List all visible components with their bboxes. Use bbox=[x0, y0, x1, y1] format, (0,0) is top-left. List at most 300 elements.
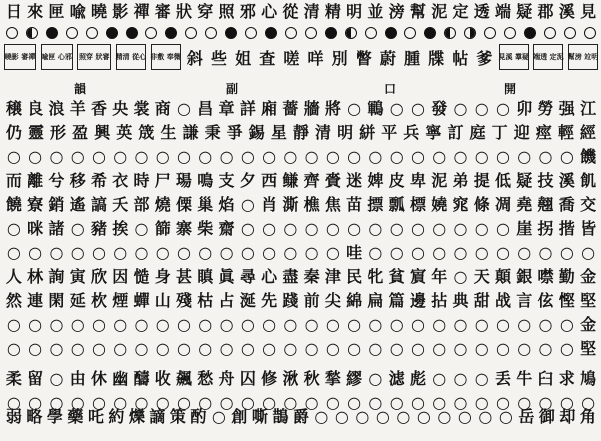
empty-circle-cell: ○ bbox=[177, 315, 191, 334]
empty-circle-cell: ○ bbox=[368, 393, 383, 412]
empty-circle-cell: ○ bbox=[453, 243, 468, 262]
empty-circle-cell: ○ bbox=[517, 393, 532, 412]
empty-circle-cell: ○ bbox=[177, 393, 191, 412]
char-cell: 羊 bbox=[69, 99, 86, 118]
char-cell: 金 bbox=[580, 267, 597, 286]
char-cell: 伭 bbox=[537, 291, 554, 310]
empty-circle-cell: ○ bbox=[432, 243, 447, 262]
char-cell: 庭 bbox=[469, 123, 486, 142]
char-cell: 移 bbox=[69, 171, 86, 190]
empty-circle-cell: ○ bbox=[198, 393, 213, 412]
char-cell: 民 bbox=[346, 267, 363, 286]
empty-circle-cell: ○ bbox=[581, 393, 596, 412]
empty-circle-cell: ○ bbox=[474, 315, 489, 334]
empty-circle-cell: ○ bbox=[177, 243, 191, 262]
char-cell: 薔 bbox=[282, 99, 299, 118]
empty-circle-cell: ○ bbox=[474, 99, 489, 118]
table-row bbox=[4, 292, 598, 310]
char-cell: 經 bbox=[579, 123, 596, 142]
empty-circle-cell: ○ bbox=[304, 393, 319, 412]
empty-circle-cell: ○ bbox=[496, 99, 510, 118]
table-row bbox=[4, 268, 598, 286]
header-char: 咩 bbox=[307, 48, 324, 68]
char-cell: 詳 bbox=[239, 99, 256, 118]
char-cell: 時 bbox=[133, 171, 150, 190]
phase-circle-icon bbox=[66, 27, 78, 39]
char-cell: 條 bbox=[473, 195, 490, 214]
char-cell: 泥 bbox=[431, 171, 448, 190]
empty-circle-cell: ○ bbox=[432, 219, 447, 238]
empty-circle-cell: ○ bbox=[91, 147, 106, 166]
empty-circle-cell: ○ bbox=[262, 147, 277, 166]
empty-circle-cell: ○ bbox=[283, 219, 298, 238]
char-cell: 幽 bbox=[112, 369, 129, 388]
char-cell: 堅 bbox=[580, 291, 597, 310]
char-cell: 卑 bbox=[409, 171, 426, 190]
empty-circle-cell: ○ bbox=[437, 407, 452, 426]
char-cell: 御 bbox=[538, 407, 555, 426]
phase-circle-icon bbox=[265, 27, 277, 39]
empty-circle-cell: ○ bbox=[538, 315, 553, 334]
char-cell: 星 bbox=[270, 123, 287, 142]
char-cell: 照 bbox=[218, 2, 235, 21]
header-char: 腫 bbox=[403, 48, 420, 68]
char-cell: 發 bbox=[431, 99, 448, 118]
char-cell: 夭 bbox=[112, 195, 129, 214]
empty-circle-cell: ○ bbox=[134, 147, 149, 166]
phase-circle-icon bbox=[285, 27, 297, 39]
char-cell: 欣 bbox=[90, 267, 107, 286]
char-cell: 喬 bbox=[558, 195, 575, 214]
phase-circle-icon bbox=[145, 27, 157, 39]
char-cell: 商 bbox=[154, 99, 171, 118]
empty-circle-cell: ○ bbox=[262, 339, 277, 358]
header-char: 爹 bbox=[476, 48, 493, 68]
phase-circle-icon bbox=[225, 27, 237, 39]
char-cell: 休 bbox=[90, 369, 107, 388]
table-row bbox=[4, 3, 598, 21]
header-char: 査 bbox=[259, 48, 276, 68]
phase-circle-icon bbox=[365, 27, 377, 39]
header-char: 帖 bbox=[452, 48, 469, 68]
initial-group-box: 見溪 羣疑 bbox=[499, 44, 529, 70]
empty-circle-cell: ○ bbox=[6, 243, 21, 262]
char-cell: 津 bbox=[324, 267, 341, 286]
char-cell: 精 bbox=[324, 2, 341, 21]
initial-group-box: 非敷 奉微 bbox=[151, 44, 181, 70]
header-char: 些 bbox=[210, 48, 227, 68]
char-cell: 战 bbox=[495, 291, 512, 310]
empty-circle-cell: ○ bbox=[211, 407, 226, 426]
char-cell: 先 bbox=[261, 291, 278, 310]
table-row bbox=[4, 220, 598, 238]
char-cell: 綿 bbox=[346, 291, 363, 310]
empty-circle-cell: ○ bbox=[6, 219, 21, 238]
char-cell: 前 bbox=[303, 291, 320, 310]
char-cell: 見 bbox=[580, 2, 597, 21]
empty-circle-cell: ○ bbox=[155, 393, 170, 412]
empty-circle-cell: ○ bbox=[368, 315, 383, 334]
char-cell: 言 bbox=[516, 291, 533, 310]
empty-circle-cell: ○ bbox=[28, 339, 43, 358]
empty-circle-cell: ○ bbox=[113, 315, 128, 334]
char-cell: 滂 bbox=[388, 2, 405, 21]
char-cell: 飆 bbox=[176, 369, 193, 388]
char-cell: 巢 bbox=[197, 195, 214, 214]
empty-circle-cell: ○ bbox=[49, 147, 64, 166]
char-cell: 篩 bbox=[154, 219, 171, 238]
empty-circle-cell: ○ bbox=[49, 243, 64, 262]
char-cell: 哇 bbox=[346, 243, 363, 262]
empty-circle-cell: ○ bbox=[240, 393, 255, 412]
section-label: 開 bbox=[504, 82, 517, 96]
empty-circle-cell: ○ bbox=[368, 219, 383, 238]
char-cell: 然 bbox=[5, 291, 22, 310]
char-cell: 揩 bbox=[558, 219, 575, 238]
char-cell: 西 bbox=[261, 171, 278, 190]
char-cell: 勤 bbox=[558, 267, 575, 286]
empty-circle-cell: ○ bbox=[325, 147, 340, 166]
empty-circle-cell: ○ bbox=[389, 339, 404, 358]
empty-circle-cell: ○ bbox=[70, 219, 85, 238]
char-cell: 醻 bbox=[133, 369, 150, 388]
empty-circle-cell: ○ bbox=[410, 393, 425, 412]
char-cell: 貧 bbox=[388, 267, 405, 286]
char-cell: 略 bbox=[26, 407, 43, 426]
char-cell: 裳 bbox=[133, 99, 150, 118]
char-cell: 交 bbox=[580, 195, 597, 214]
char-cell: 寧 bbox=[425, 123, 442, 142]
empty-circle-cell: ○ bbox=[375, 407, 390, 426]
empty-circle-cell: ○ bbox=[28, 147, 43, 166]
char-cell: 訂 bbox=[447, 123, 464, 142]
char-cell: 煙 bbox=[112, 291, 129, 310]
char-cell: 堯 bbox=[516, 195, 533, 214]
empty-circle-cell: ○ bbox=[283, 147, 298, 166]
char-cell: 賫 bbox=[324, 171, 341, 190]
phase-circle-icon bbox=[185, 27, 197, 39]
char-cell: 筬 bbox=[138, 123, 155, 142]
char-cell: 學 bbox=[46, 407, 63, 426]
char-cell: 邊 bbox=[409, 291, 426, 310]
header-char: 斜 bbox=[186, 48, 203, 68]
table-row bbox=[4, 196, 598, 214]
empty-circle-cell: ○ bbox=[559, 243, 574, 262]
char-cell: 揫 bbox=[324, 369, 341, 388]
empty-circle-cell: ○ bbox=[240, 243, 255, 262]
char-cell: 香 bbox=[90, 99, 107, 118]
char-cell: 靈 bbox=[27, 123, 44, 142]
initial-group-box: 照穿 狀審 bbox=[77, 44, 111, 70]
char-cell: 人 bbox=[5, 267, 22, 286]
char-cell: 皆 bbox=[580, 219, 597, 238]
table-row bbox=[4, 100, 598, 118]
char-cell: 滤 bbox=[388, 369, 405, 388]
empty-circle-cell: ○ bbox=[91, 243, 106, 262]
char-cell: 幫 bbox=[409, 2, 426, 21]
char-cell: 强 bbox=[558, 99, 575, 118]
char-cell: 鶤 bbox=[367, 99, 384, 118]
char-cell: 角 bbox=[579, 407, 596, 426]
phase-circle-icon bbox=[325, 27, 337, 39]
char-cell: 焰 bbox=[218, 195, 235, 214]
empty-circle-cell: ○ bbox=[496, 219, 510, 238]
char-cell: 來 bbox=[27, 2, 44, 21]
char-cell: 賔 bbox=[409, 267, 426, 286]
empty-circle-cell: ○ bbox=[453, 393, 468, 412]
char-cell: 謙 bbox=[182, 123, 199, 142]
empty-circle-cell: ○ bbox=[134, 219, 149, 238]
empty-circle-cell: ○ bbox=[478, 407, 493, 426]
empty-circle-cell: ○ bbox=[410, 339, 425, 358]
empty-circle-cell: ○ bbox=[559, 339, 574, 358]
empty-circle-cell: ○ bbox=[496, 339, 510, 358]
char-cell: 影 bbox=[112, 2, 129, 21]
phase-circle-icon bbox=[504, 27, 516, 39]
char-cell: 匣 bbox=[48, 2, 65, 21]
empty-circle-cell: ○ bbox=[325, 243, 340, 262]
empty-circle-cell: ○ bbox=[155, 339, 170, 358]
empty-circle-cell: ○ bbox=[474, 219, 489, 238]
table-row bbox=[4, 172, 598, 190]
char-cell: 岳 bbox=[518, 407, 535, 426]
char-cell: 嬈 bbox=[431, 195, 448, 214]
char-cell: 央 bbox=[112, 99, 129, 118]
char-cell: 嘶 bbox=[251, 407, 268, 426]
char-cell: 鳴 bbox=[197, 171, 214, 190]
empty-circle-cell: ○ bbox=[177, 339, 191, 358]
empty-circle-cell: ○ bbox=[155, 147, 170, 166]
empty-circle-cell: ○ bbox=[6, 339, 21, 358]
char-cell: 迎 bbox=[513, 123, 530, 142]
char-cell: 咪 bbox=[27, 219, 44, 238]
empty-circle-cell: ○ bbox=[432, 147, 447, 166]
char-cell: 興 bbox=[94, 123, 111, 142]
empty-circle-cell: ○ bbox=[155, 243, 170, 262]
char-cell: 瓢 bbox=[388, 195, 405, 214]
empty-circle-cell: ○ bbox=[432, 315, 447, 334]
phase-circle-icon bbox=[245, 27, 257, 39]
char-cell: 甚 bbox=[176, 267, 193, 286]
empty-circle-cell: ○ bbox=[113, 339, 128, 358]
char-cell: 昌 bbox=[197, 99, 214, 118]
char-cell: 明 bbox=[346, 2, 363, 21]
empty-circle-cell: ○ bbox=[155, 315, 170, 334]
char-cell: 銀 bbox=[516, 267, 533, 286]
empty-circle-cell: ○ bbox=[325, 219, 340, 238]
empty-circle-cell: ○ bbox=[198, 339, 213, 358]
char-cell: 輕 bbox=[557, 123, 574, 142]
char-cell: 形 bbox=[50, 123, 67, 142]
char-cell: 囚 bbox=[239, 369, 256, 388]
phase-circle-icon bbox=[444, 27, 456, 39]
char-cell: 凋 bbox=[495, 195, 512, 214]
char-cell: 焦 bbox=[324, 195, 341, 214]
empty-circle-cell: ○ bbox=[177, 99, 191, 118]
empty-circle-cell: ○ bbox=[474, 339, 489, 358]
empty-circle-cell: ○ bbox=[240, 219, 255, 238]
empty-circle-cell: ○ bbox=[389, 147, 404, 166]
char-cell: 年 bbox=[431, 267, 448, 286]
empty-circle-cell: ○ bbox=[304, 147, 319, 166]
char-cell: 策 bbox=[169, 407, 186, 426]
char-cell: 婢 bbox=[367, 171, 384, 190]
empty-circle-cell: ○ bbox=[432, 369, 447, 388]
char-cell: 臼 bbox=[537, 369, 554, 388]
char-cell: 禪 bbox=[133, 2, 150, 21]
char-cell: 仍 bbox=[5, 123, 22, 142]
empty-circle-cell: ○ bbox=[219, 315, 234, 334]
char-cell: 部 bbox=[133, 195, 150, 214]
char-cell: 狀 bbox=[176, 2, 193, 21]
phase-circle-icon bbox=[424, 27, 436, 39]
char-cell: 彪 bbox=[409, 369, 426, 388]
char-cell: 拐 bbox=[537, 219, 554, 238]
char-cell: 丢 bbox=[495, 369, 512, 388]
char-cell: 章 bbox=[218, 99, 235, 118]
char-cell: 閑 bbox=[48, 291, 65, 310]
empty-circle-cell: ○ bbox=[432, 393, 447, 412]
initial-group-box: 喩匣 心邪 bbox=[41, 44, 73, 70]
char-cell: 日 bbox=[5, 2, 22, 21]
empty-circle-cell: ○ bbox=[49, 393, 64, 412]
char-cell: 謫 bbox=[149, 407, 166, 426]
char-cell: 牛 bbox=[516, 369, 533, 388]
char-cell: 寨 bbox=[176, 219, 193, 238]
phase-circle-icon bbox=[544, 27, 556, 39]
empty-circle-cell: ○ bbox=[496, 393, 510, 412]
char-cell: 疑 bbox=[516, 2, 533, 21]
empty-circle-cell: ○ bbox=[347, 393, 362, 412]
empty-circle-cell: ○ bbox=[496, 315, 510, 334]
char-cell: 諸 bbox=[48, 219, 65, 238]
char-cell: 天 bbox=[473, 267, 490, 286]
empty-circle-cell: ○ bbox=[368, 339, 383, 358]
char-cell: 踐 bbox=[282, 291, 299, 310]
char-cell: 卯 bbox=[516, 99, 533, 118]
empty-circle-cell: ○ bbox=[91, 393, 106, 412]
char-cell: 而 bbox=[5, 171, 22, 190]
empty-circle-cell: ○ bbox=[396, 407, 411, 426]
empty-circle-cell: ○ bbox=[134, 339, 149, 358]
phase-circle-icon bbox=[26, 27, 38, 39]
char-cell: 標 bbox=[409, 195, 426, 214]
char-cell: 端 bbox=[495, 2, 512, 21]
phase-circle-icon bbox=[564, 27, 576, 39]
char-cell: 秦 bbox=[303, 267, 320, 286]
char-cell: 鳩 bbox=[580, 369, 597, 388]
char-cell: 摽 bbox=[367, 195, 384, 214]
char-cell: 愁 bbox=[197, 369, 214, 388]
char-cell: 浪 bbox=[48, 99, 65, 118]
char-cell: 清 bbox=[303, 2, 320, 21]
char-cell: 齊 bbox=[303, 171, 320, 190]
empty-circle-cell: ○ bbox=[219, 393, 234, 412]
char-cell: 絣 bbox=[359, 123, 376, 142]
table-row bbox=[4, 148, 598, 166]
char-cell: 舟 bbox=[218, 369, 235, 388]
empty-circle-cell: ○ bbox=[410, 147, 425, 166]
empty-circle-cell: ○ bbox=[453, 267, 468, 286]
char-cell: 溪 bbox=[558, 2, 575, 21]
empty-circle-cell: ○ bbox=[325, 393, 340, 412]
char-cell: 求 bbox=[558, 369, 575, 388]
char-cell: 齋 bbox=[218, 219, 235, 238]
table-row bbox=[4, 124, 598, 142]
empty-circle-cell: ○ bbox=[262, 219, 277, 238]
char-cell: 甜 bbox=[473, 291, 490, 310]
char-cell: 牆 bbox=[303, 99, 320, 118]
char-cell: 蟬 bbox=[133, 291, 150, 310]
section-label-row bbox=[4, 80, 598, 96]
empty-circle-cell: ○ bbox=[219, 147, 234, 166]
char-cell: 收 bbox=[154, 369, 171, 388]
empty-circle-cell: ○ bbox=[134, 243, 149, 262]
char-cell: 盡 bbox=[282, 267, 299, 286]
empty-circle-cell: ○ bbox=[474, 393, 489, 412]
char-cell: 錫 bbox=[248, 123, 265, 142]
empty-circle-cell: ○ bbox=[474, 147, 489, 166]
empty-circle-cell: ○ bbox=[453, 147, 468, 166]
char-cell: 並 bbox=[367, 2, 384, 21]
char-cell: 飢 bbox=[580, 171, 597, 190]
char-cell: 痙 bbox=[535, 123, 552, 142]
char-cell: 支 bbox=[218, 171, 235, 190]
empty-circle-cell: ○ bbox=[355, 407, 370, 426]
section-label: 副 bbox=[226, 82, 239, 96]
char-cell: 樵 bbox=[303, 195, 320, 214]
phase-circle-icon bbox=[86, 27, 98, 39]
char-cell: 良 bbox=[27, 99, 44, 118]
empty-circle-cell: ○ bbox=[283, 315, 298, 334]
empty-circle-cell: ○ bbox=[262, 393, 277, 412]
phase-circle-icon bbox=[584, 27, 596, 39]
initial-group-box: 精清 從心 bbox=[116, 44, 146, 70]
char-cell: 翹 bbox=[537, 195, 554, 214]
char-cell: 柔 bbox=[5, 369, 22, 388]
empty-circle-cell: ○ bbox=[198, 147, 213, 166]
char-cell: 因 bbox=[112, 267, 129, 286]
char-cell: 明 bbox=[337, 123, 354, 142]
empty-circle-cell: ○ bbox=[347, 315, 362, 334]
empty-circle-cell: ○ bbox=[49, 369, 64, 388]
char-cell: 篇 bbox=[388, 291, 405, 310]
empty-circle-cell: ○ bbox=[559, 315, 574, 334]
char-cell: 藥 bbox=[67, 407, 84, 426]
empty-circle-cell: ○ bbox=[113, 147, 128, 166]
char-cell: 定 bbox=[452, 2, 469, 21]
empty-circle-cell: ○ bbox=[368, 147, 383, 166]
char-cell: 兵 bbox=[403, 123, 420, 142]
phase-circle-icon bbox=[345, 27, 357, 39]
empty-circle-cell: ○ bbox=[304, 243, 319, 262]
header-char: 嗟 bbox=[283, 48, 300, 68]
char-cell: 涎 bbox=[239, 291, 256, 310]
empty-circle-cell: ○ bbox=[70, 339, 85, 358]
char-cell: 澌 bbox=[282, 195, 299, 214]
char-cell: 謞 bbox=[90, 195, 107, 214]
empty-circle-cell: ○ bbox=[453, 99, 468, 118]
empty-circle-cell: ○ bbox=[559, 393, 574, 412]
char-cell: 低 bbox=[495, 171, 512, 190]
char-cell: 拈 bbox=[431, 291, 448, 310]
empty-circle-cell: ○ bbox=[410, 315, 425, 334]
empty-circle-cell: ○ bbox=[304, 219, 319, 238]
empty-circle-cell: ○ bbox=[304, 315, 319, 334]
char-cell: 審 bbox=[154, 2, 171, 21]
empty-circle-cell: ○ bbox=[347, 339, 362, 358]
char-cell: 英 bbox=[116, 123, 133, 142]
